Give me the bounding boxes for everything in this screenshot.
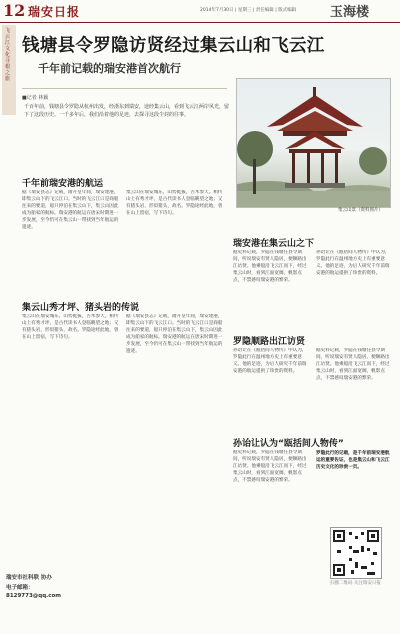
- column-text: 据史料记载，罗隐在钱塘任县令期间，听说瑞安有贤人隐居，便顺路出江访贤。他乘船沿飞云江而下，经过集云山时，看到江面宽阔，帆影点点，不禁感叹瑞安港的繁荣。: [233, 450, 307, 483]
- column-text: 孙诒让在《瓯括间人物传》中认为，罗隐此行在温州地方史上有重要意义。他的足迹，为后人研究千年前瑞安港的航运提供了珍贵的资料。: [316, 250, 390, 276]
- headline: 钱塘县令罗隐访贤经过集云山和飞云江: [22, 36, 325, 56]
- column-text: 集云山在瑞安城东，山势挺拔，古木参天。相传山上有秀才坪，是古代读书人登临眺望之地；又有猪头岩，形似猪头，故名。罗隐途经此地，曾在山上留宿，写下诗句。: [22, 314, 119, 340]
- section-title: 瑞安港在集云山之下: [233, 239, 315, 249]
- lead-paragraph: 千百年前，钱塘县令罗隐从杭州出发，经浙东到瑞安，途经集云山，看到飞云江两岸风光，留下了这段历史。一千多年后，我们沿着他的足迹，去探寻这段尘封的往事。: [24, 104, 230, 118]
- footer-email: 8129773@qq.com: [6, 593, 62, 599]
- pull-quote: 罗隐此行的记载，是千年前瑞安港航运的重要佐证，也是集云山和飞云江历史文化的珍贵一页。: [316, 451, 390, 470]
- qr-code-icon: [331, 528, 381, 578]
- footer-organizer: 瑞安市社科联 协办: [6, 575, 52, 581]
- column-text: 据史料记载，罗隐在钱塘任县令期间，听说瑞安有贤人隐居，便顺路出江访贤。他乘船沿飞云江而下，经过集云山时，看到江面宽阔，帆影点点，不禁感叹瑞安港的繁荣。: [316, 348, 390, 381]
- section-title: 罗隐顺路出江访贤: [233, 337, 306, 347]
- pavilion-illustration: [237, 79, 390, 207]
- side-strip-text: 飞云江文化寻根之旅: [5, 28, 11, 82]
- column-text: 据史料记载，罗隐在钱塘任县令期间，听说瑞安有贤人隐居，便顺路出江访贤。他乘船沿飞云江而下，经过集云山时，看到江面宽阔，帆影点点，不禁感叹瑞安港的繁荣。: [233, 250, 307, 283]
- qr-note: 扫描二维码 关注瑞安日报: [330, 581, 381, 586]
- page-number: 12: [3, 1, 26, 20]
- photo-caption: 集云山景（资料图片）: [338, 208, 383, 213]
- footer-email-label: 电子邮箱：: [6, 585, 34, 591]
- column-text: 孙诒让在《瓯括间人物传》中认为，罗隐此行在温州地方史上有重要意义。他的足迹，为后人研究千年前瑞安港的航运提供了珍贵的资料。: [233, 348, 307, 374]
- column-text: 据《瑞安县志》记载，隋开皇年间，瑞安建港，即集云山下的飞云江口。当时的飞云江口是商船往来的要道，船只停泊在集云山下，集云山因此成为船家的航标。瑞安港的航运在唐宋时期进一步发展，至今仍可在集云山一带找到当年航运的遗迹。: [22, 190, 119, 230]
- column-text: 集云山在瑞安城东，山势挺拔，古木参天。相传山上有秀才坪，是古代读书人登临眺望之地；又有猪头岩，形似猪头，故名。罗隐途经此地，曾在山上留宿，写下诗句。: [126, 190, 223, 216]
- section-title: 孙诒让认为“瓯括间人物传”: [233, 439, 344, 449]
- qr-code: [330, 527, 382, 579]
- section-title: 千年前瑞安港的航运: [22, 179, 104, 189]
- column-text: 据《瑞安县志》记载，隋开皇年间，瑞安建港，即集云山下的飞云江口。当时的飞云江口是商船往来的要道，船只停泊在集云山下，集云山因此成为船家的航标。瑞安港的航运在唐宋时期进一步发展，至今仍可在集云山一带找到当年航运的遗迹。: [126, 314, 223, 354]
- paper-name: 瑞安日报: [28, 5, 81, 19]
- divider: [22, 88, 227, 89]
- issue-meta: 2014年7月30日 | 星期三 | 责任编辑 | 版式编辑: [200, 8, 297, 13]
- byline: ■记者 林颖: [22, 95, 49, 101]
- section-title: 集云山秀才坪、猪头岩的传说: [22, 303, 140, 313]
- section-name: 玉海楼: [330, 5, 370, 20]
- pavilion-photo: [236, 78, 391, 208]
- subheadline: 千年前记载的瑞安港首次航行: [38, 62, 181, 75]
